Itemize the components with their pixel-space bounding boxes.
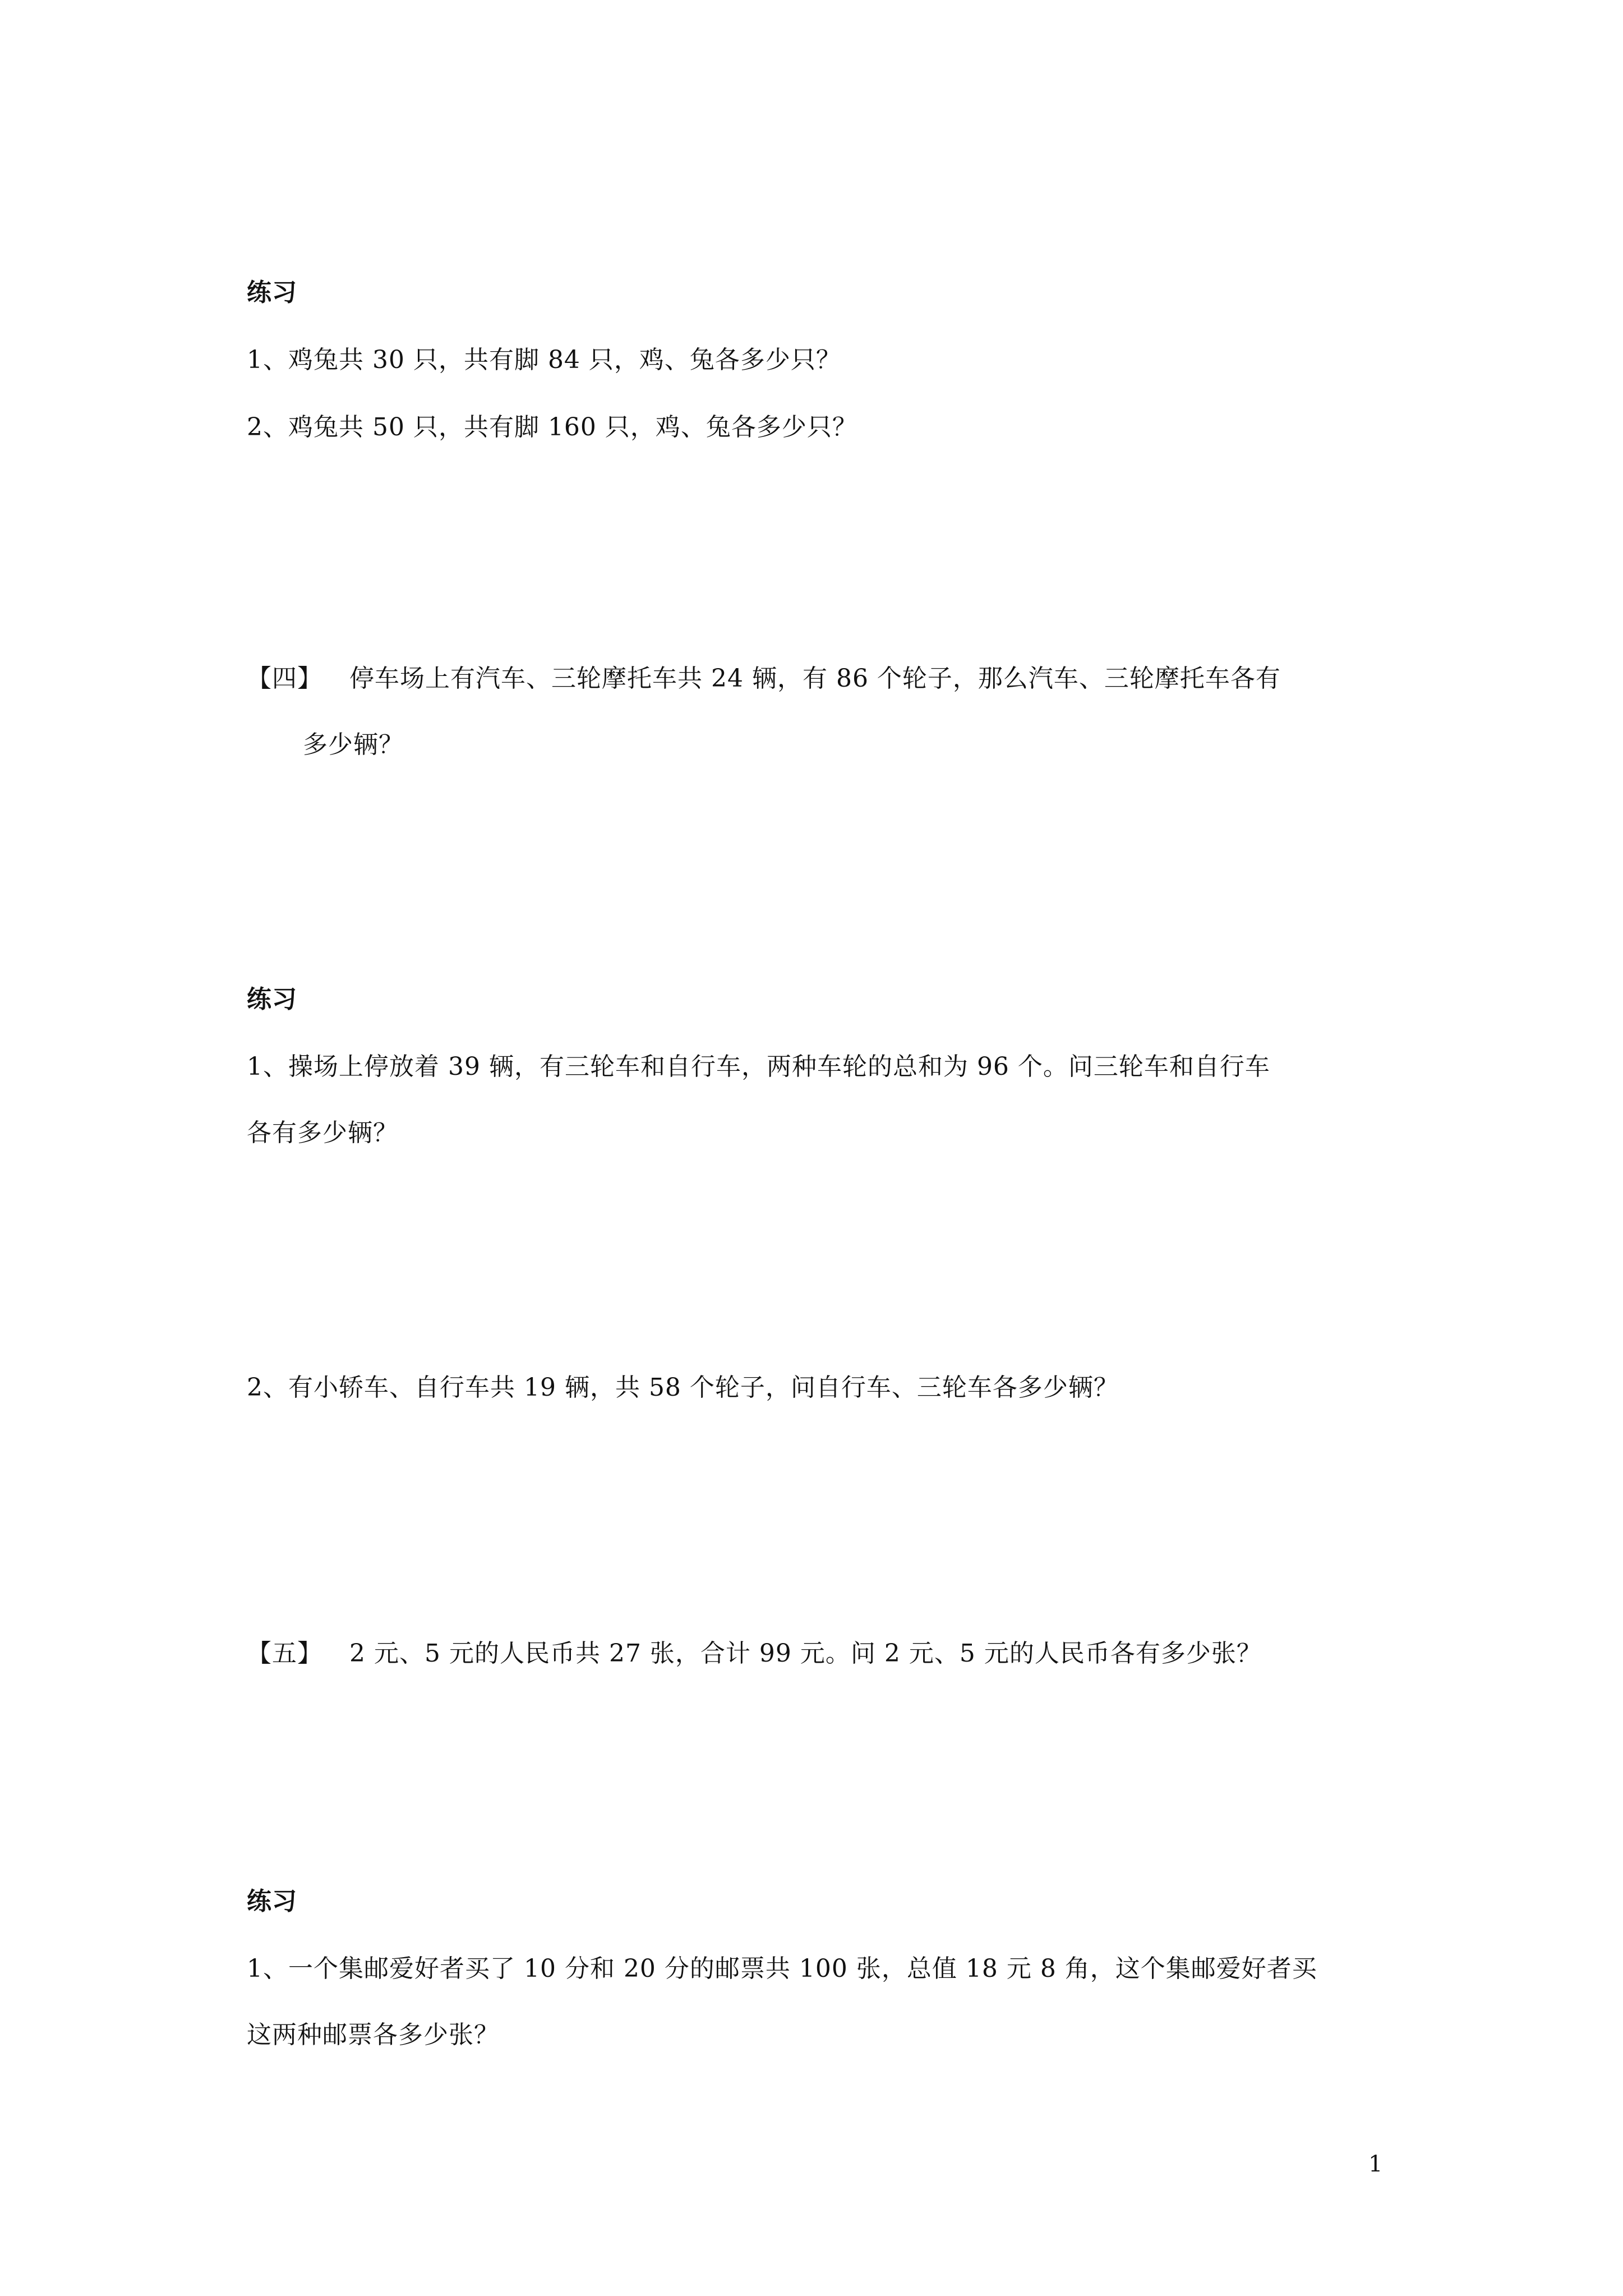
example-4-line-1 <box>247 662 1281 696</box>
practice-heading-3: 练习 <box>247 1887 297 1916</box>
practice-2-item-2: 2、有小轿车、自行车共 19 辆，共 58 个轮子，问自行车、三轮车各多少辆？ <box>247 1373 1119 1402</box>
practice-heading-1: 练习 <box>247 278 297 307</box>
practice-2-item-1-line-1: 1、操场上停放着 39 辆，有三轮车和自行车，两种车轮的总和为 96 个。问三轮车和自行车 <box>247 1052 1270 1081</box>
example-4-tag: 【四】 <box>247 664 322 693</box>
practice-1-item-1: 1、鸡兔共 30 只，共有脚 84 只，鸡、兔各多少只？ <box>247 346 841 374</box>
practice-3-item-1-line-2: 这两种邮票各多少张？ <box>247 2021 499 2049</box>
example-5-tag: 【五】 <box>247 1639 322 1668</box>
example-5-line-1 <box>247 1637 1262 1671</box>
page-number: 1 <box>1368 2151 1383 2177</box>
practice-3-item-1-line-1: 1、一个集邮爱好者买了 10 分和 20 分的邮票共 100 张，总值 18 元 8 角，这个集邮爱好者买 <box>247 1954 1317 1983</box>
practice-2-item-1-line-2: 各有多少辆？ <box>247 1119 398 1147</box>
example-4-line-2: 多少辆？ <box>303 730 404 759</box>
practice-1-item-2: 2、鸡兔共 50 只，共有脚 160 只，鸡、兔各多少只？ <box>247 413 857 441</box>
example-5-text-1: 2 元、5 元的人民币共 27 张，合计 99 元。问 2 元、5 元的人民币各有多少张？ <box>349 1639 1262 1668</box>
practice-heading-2: 练习 <box>247 985 297 1014</box>
example-4-text-1: 停车场上有汽车、三轮摩托车共 24 辆，有 86 个轮子，那么汽车、三轮摩托车各有 <box>349 664 1281 693</box>
